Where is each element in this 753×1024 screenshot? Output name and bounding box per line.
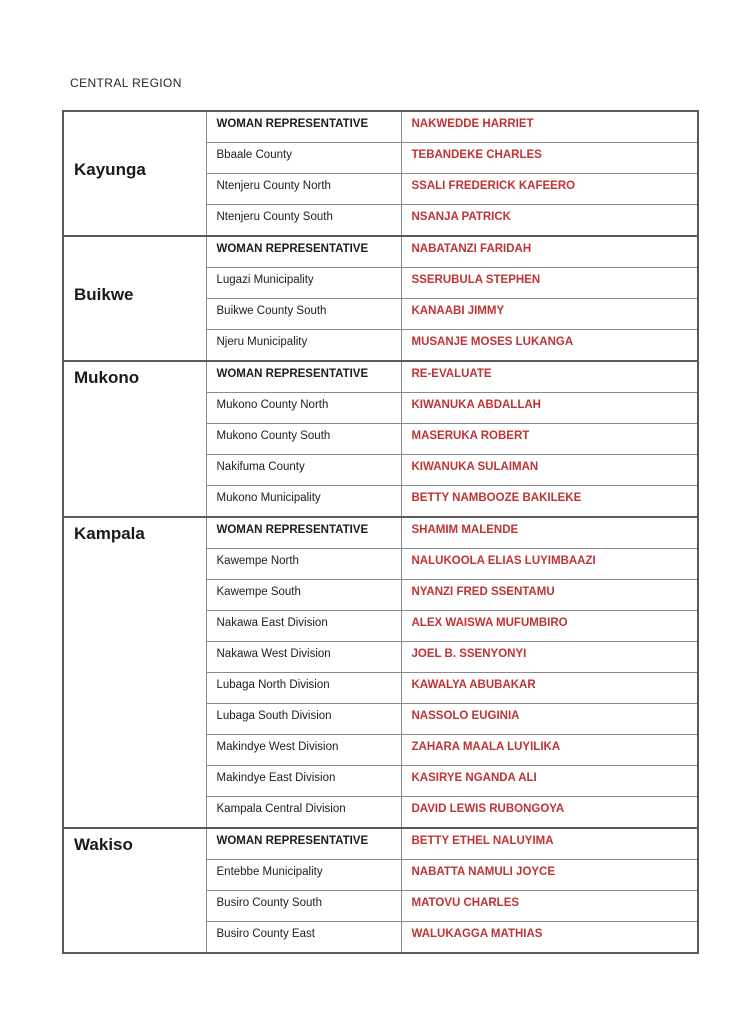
constituency-cell: Kawempe South <box>206 580 401 611</box>
candidate-cell: RE-EVALUATE <box>401 361 698 393</box>
candidate-cell: KASIRYE NGANDA ALI <box>401 766 698 797</box>
candidate-cell: TEBANDEKE CHARLES <box>401 143 698 174</box>
candidate-cell: KIWANUKA SULAIMAN <box>401 455 698 486</box>
candidate-cell: SSALI FREDERICK KAFEERO <box>401 174 698 205</box>
constituency-cell: Lugazi Municipality <box>206 268 401 299</box>
constituency-cell: Lubaga North Division <box>206 673 401 704</box>
table-row <box>63 236 698 268</box>
candidate-cell: MATOVU CHARLES <box>401 891 698 922</box>
constituency-cell: Njeru Municipality <box>206 330 401 362</box>
candidate-cell: KAWALYA ABUBAKAR <box>401 673 698 704</box>
table-row <box>63 361 698 393</box>
district-cell-kayunga: Kayunga <box>63 111 206 236</box>
candidate-cell: SHAMIM MALENDE <box>401 517 698 549</box>
constituency-cell: Ntenjeru County North <box>206 174 401 205</box>
candidate-cell: NSANJA PATRICK <box>401 205 698 237</box>
candidate-cell: JOEL B. SSENYONYI <box>401 642 698 673</box>
table-row <box>63 828 698 860</box>
candidate-cell: BETTY NAMBOOZE BAKILEKE <box>401 486 698 518</box>
candidate-cell: BETTY ETHEL NALUYIMA <box>401 828 698 860</box>
candidate-cell: NYANZI FRED SSENTAMU <box>401 580 698 611</box>
constituency-cell: Nakawa West Division <box>206 642 401 673</box>
constituency-cell: WOMAN REPRESENTATIVE <box>206 361 401 393</box>
constituency-cell: Bbaale County <box>206 143 401 174</box>
candidate-cell: MUSANJE MOSES LUKANGA <box>401 330 698 362</box>
constituency-cell: Busiro County South <box>206 891 401 922</box>
candidate-cell: NASSOLO EUGINIA <box>401 704 698 735</box>
constituency-cell: Mukono County North <box>206 393 401 424</box>
candidate-cell: ZAHARA MAALA LUYILIKA <box>401 735 698 766</box>
constituency-cell: Lubaga South Division <box>206 704 401 735</box>
candidate-cell: NABATANZI FARIDAH <box>401 236 698 268</box>
constituency-cell: Mukono Municipality <box>206 486 401 518</box>
constituency-cell: Mukono County South <box>206 424 401 455</box>
constituency-cell: Makindye West Division <box>206 735 401 766</box>
constituency-cell: Ntenjeru County South <box>206 205 401 237</box>
candidate-cell: WALUKAGGA MATHIAS <box>401 922 698 954</box>
district-cell-kampala: Kampala <box>63 517 206 828</box>
district-cell-mukono: Mukono <box>63 361 206 517</box>
candidate-cell: KANAABI JIMMY <box>401 299 698 330</box>
constituency-cell: Entebbe Municipality <box>206 860 401 891</box>
representatives-table <box>62 110 699 954</box>
candidate-cell: NALUKOOLA ELIAS LUYIMBAAZI <box>401 549 698 580</box>
candidate-cell: ALEX WAISWA MUFUMBIRO <box>401 611 698 642</box>
candidate-cell: KIWANUKA ABDALLAH <box>401 393 698 424</box>
table-row <box>63 517 698 549</box>
constituency-cell: WOMAN REPRESENTATIVE <box>206 517 401 549</box>
constituency-cell: Kampala Central Division <box>206 797 401 829</box>
page-title: CENTRAL REGION <box>70 76 182 90</box>
candidate-cell: NAKWEDDE HARRIET <box>401 111 698 143</box>
candidate-cell: NABATTA NAMULI JOYCE <box>401 860 698 891</box>
candidate-cell: SSERUBULA STEPHEN <box>401 268 698 299</box>
candidate-cell: MASERUKA ROBERT <box>401 424 698 455</box>
constituency-cell: WOMAN REPRESENTATIVE <box>206 236 401 268</box>
constituency-cell: Nakawa East Division <box>206 611 401 642</box>
constituency-cell: Buikwe County South <box>206 299 401 330</box>
constituency-cell: WOMAN REPRESENTATIVE <box>206 828 401 860</box>
candidate-cell: DAVID LEWIS RUBONGOYA <box>401 797 698 829</box>
constituency-cell: WOMAN REPRESENTATIVE <box>206 111 401 143</box>
constituency-cell: Makindye East Division <box>206 766 401 797</box>
constituency-cell: Busiro County East <box>206 922 401 954</box>
district-cell-buikwe: Buikwe <box>63 236 206 361</box>
constituency-cell: Nakifuma County <box>206 455 401 486</box>
constituency-cell: Kawempe North <box>206 549 401 580</box>
table-row <box>63 111 698 143</box>
district-cell-wakiso: Wakiso <box>63 828 206 953</box>
